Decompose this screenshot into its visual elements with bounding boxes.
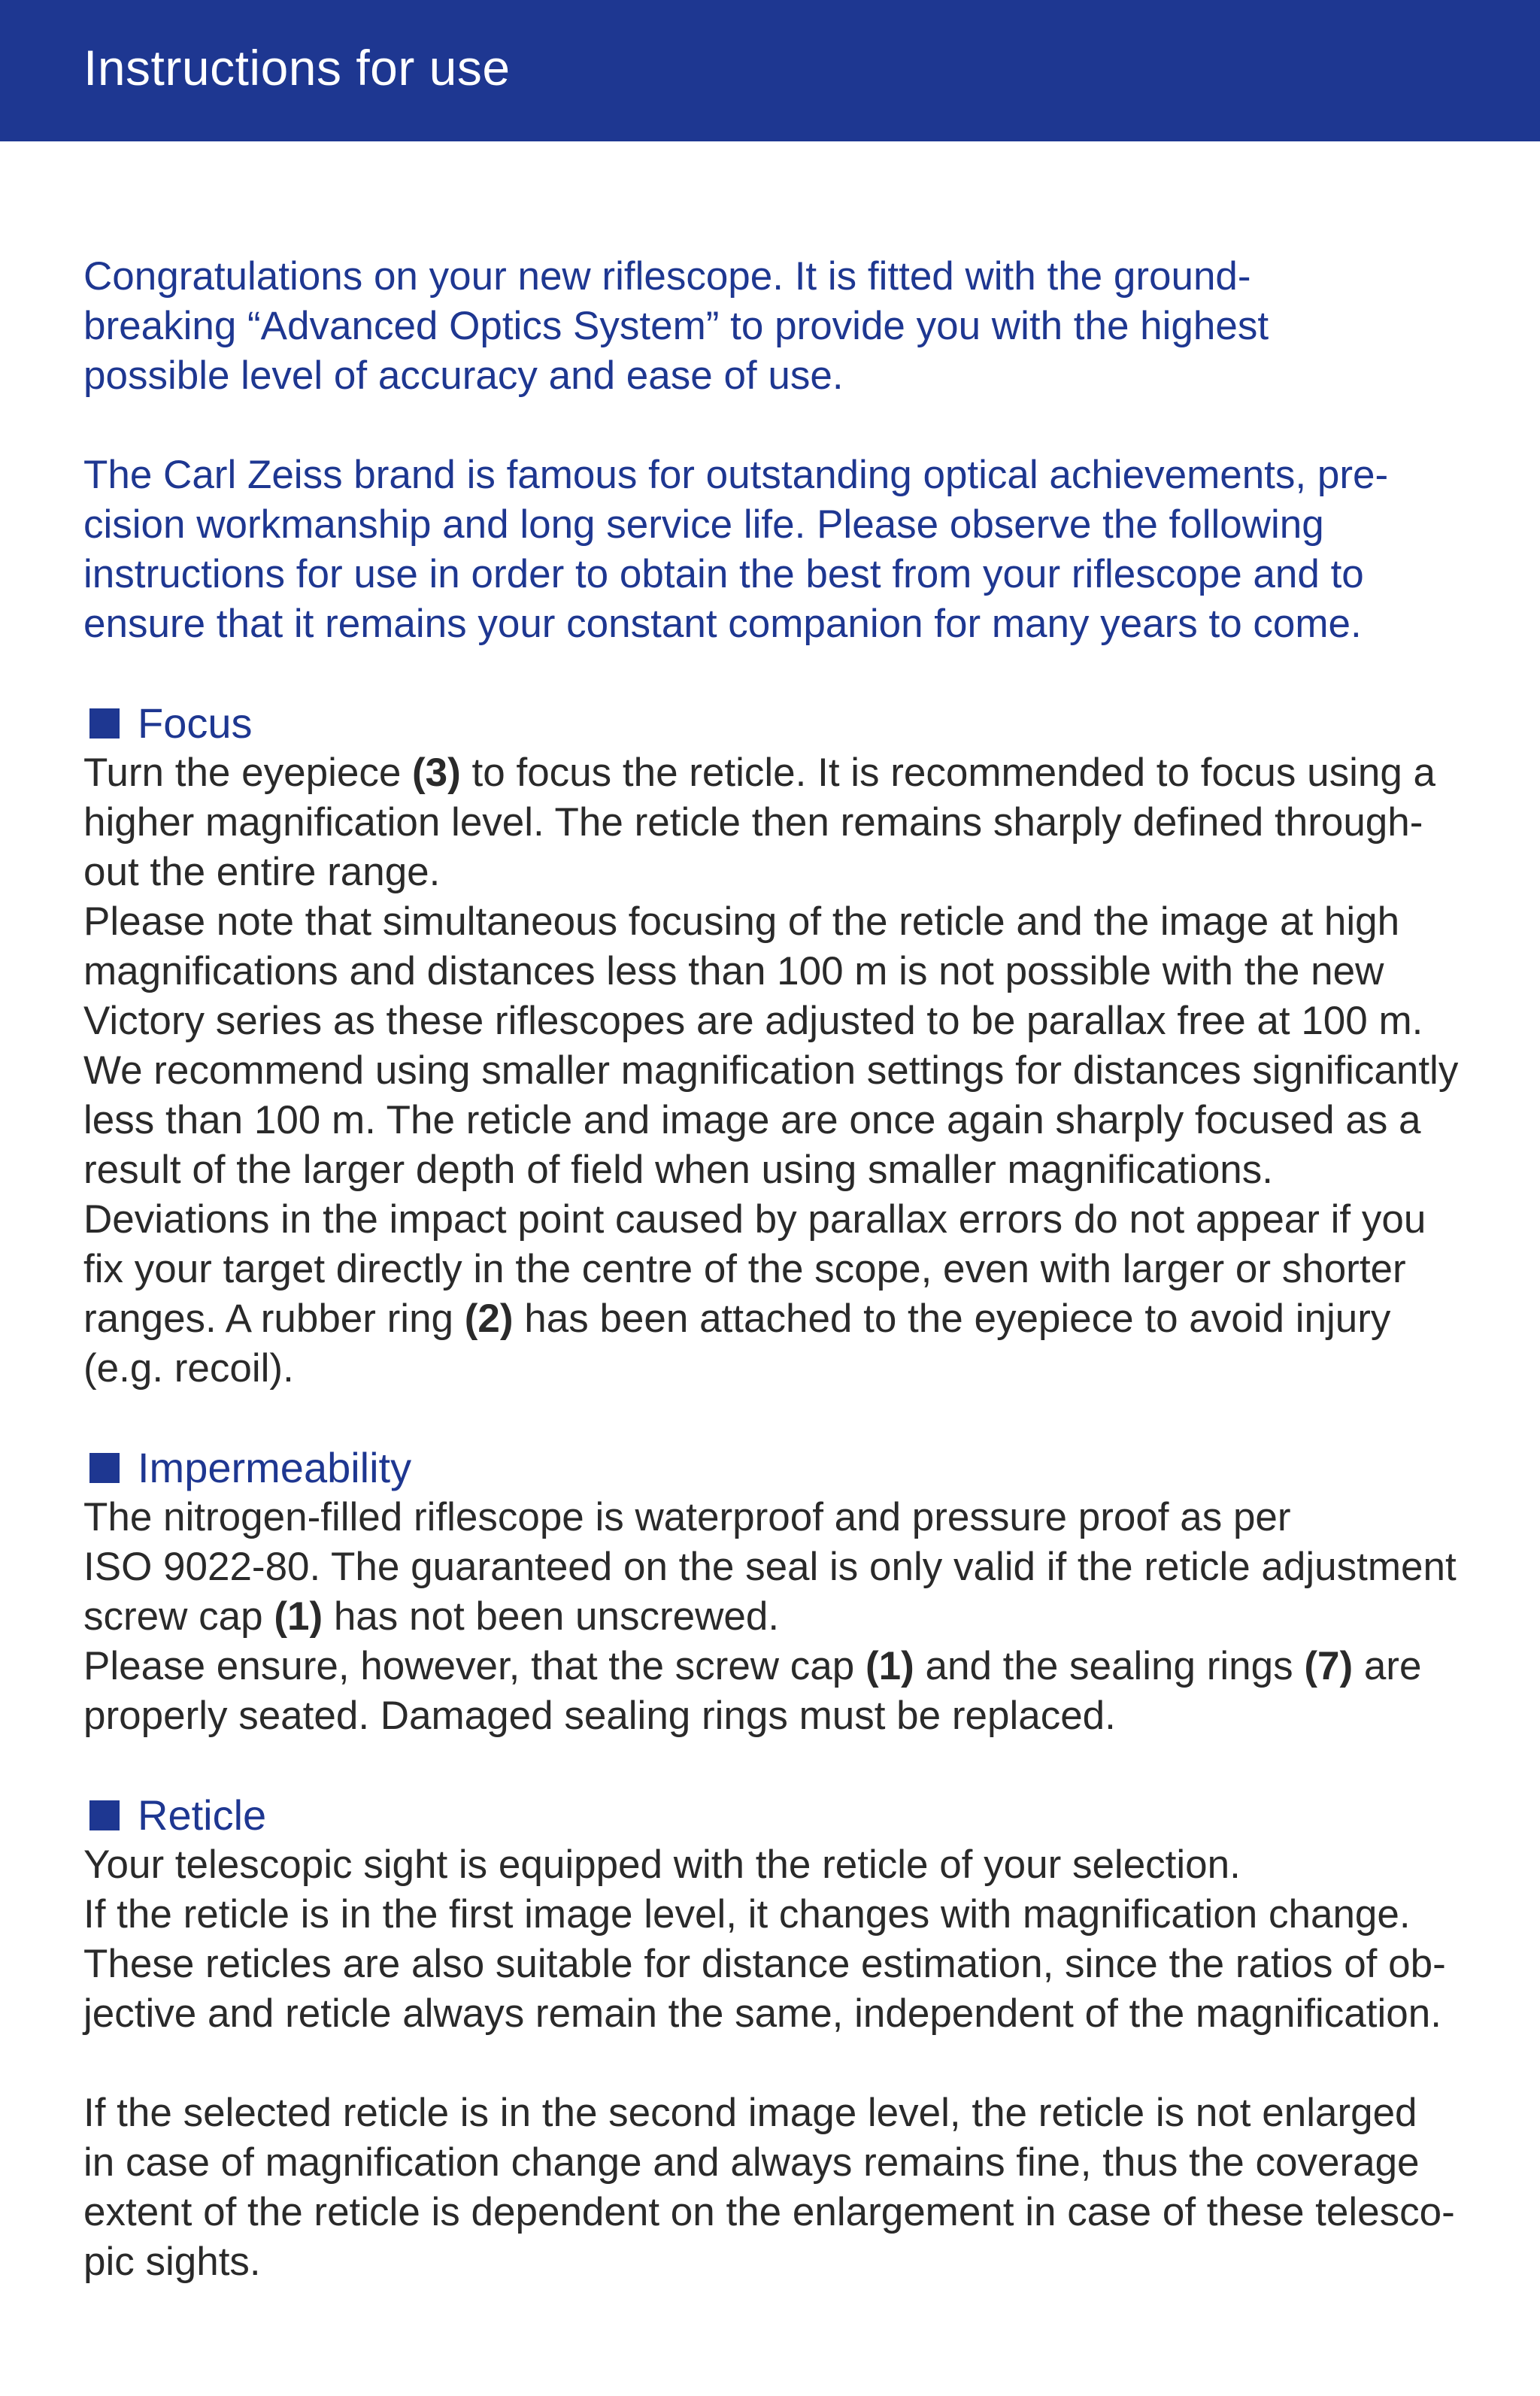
text-line: If the reticle is in the first image level, it changes with magnification change. [83,1892,1411,1937]
text-line: jective and reticle always remain the same, independent of the magnification. [83,1991,1441,2036]
impermeability-paragraph [83,1493,1467,1741]
intro-line: possible level of accuracy and ease of use. [83,353,844,398]
text-line: higher magnification level. The reticle then remains sharply defined through- [83,800,1423,845]
intro-paragraph-2 [83,450,1467,649]
text-line: less than 100 m. The reticle and image are once again sharply focused as a [83,1098,1421,1142]
section-heading-label: Reticle [138,1791,267,1839]
square-bullet-icon [89,1453,120,1483]
intro-line: Congratulations on your new riflescope. It is fitted with the ground- [83,254,1251,299]
reticle-heading [83,1791,1467,1840]
text-line [83,1294,1467,1344]
text-line [83,748,1467,798]
text-run: Please ensure, however, that the screw cap [83,1644,865,1688]
intro-line: breaking “Advanced Optics System” to provide you with the highest [83,304,1269,348]
part-reference: (7) [1304,1644,1354,1688]
text-line: out the entire range. [83,850,441,894]
reticle-paragraph-2 [83,2088,1467,2287]
text-line: (e.g. recoil). [83,1346,294,1391]
text-line [83,1642,1467,1691]
part-reference: (1) [865,1644,914,1688]
text-run: to focus the reticle. It is recommended to focus using a [460,751,1436,795]
intro-paragraph-1 [83,252,1467,401]
text-line: pic sights. [83,2240,261,2284]
text-run: ranges. A rubber ring [83,1297,465,1341]
page-title: Instructions for use [83,40,511,96]
focus-heading [83,699,1467,748]
text-line: The nitrogen-filled riflescope is waterproof and pressure proof as per [83,1495,1291,1539]
text-line [83,1592,1467,1642]
focus-section [83,699,1467,1394]
text-line: Your telescopic sight is equipped with the reticle of your selection. [83,1842,1241,1887]
text-line: These reticles are also suitable for distance estimation, since the ratios of ob- [83,1942,1446,1986]
text-run: Turn the eyepiece [83,751,413,795]
intro-line: ensure that it remains your constant companion for many years to come. [83,602,1362,646]
reticle-section [83,1791,1467,2287]
intro-line: cision workmanship and long service life. Please observe the following [83,502,1324,547]
text-run: has not been unscrewed. [323,1594,780,1639]
text-line: Victory series as these riflescopes are adjusted to be parallax free at 100 m. [83,999,1423,1043]
text-line: Please note that simultaneous focusing of the reticle and the image at high [83,899,1400,944]
intro-line: The Carl Zeiss brand is famous for outstanding optical achievements, pre- [83,453,1389,497]
text-run: and the sealing rings [914,1644,1305,1688]
text-line: fix your target directly in the centre of the scope, even with larger or shorter [83,1247,1406,1291]
section-heading-label: Focus [138,699,253,747]
part-reference: (3) [412,751,461,795]
text-line: We recommend using smaller magnification settings for distances significantly [83,1048,1459,1093]
text-line: in case of magnification change and always remains fine, thus the coverage [83,2140,1420,2185]
impermeability-section [83,1443,1467,1741]
document-body [83,252,1467,2287]
text-line: If the selected reticle is in the second image level, the reticle is not enlarged [83,2091,1417,2135]
text-line: magnifications and distances less than 100 m is not possible with the new [83,949,1384,993]
focus-paragraph [83,748,1467,1394]
paragraph-spacer [83,2039,1467,2088]
part-reference: (2) [464,1297,514,1341]
text-line: result of the larger depth of field when using smaller magnifications. [83,1148,1274,1192]
text-run: has been attached to the eyepiece to avoid injury [513,1297,1391,1341]
text-line: ISO 9022-80. The guaranteed on the seal is only valid if the reticle adjustment [83,1545,1457,1589]
square-bullet-icon [89,1800,120,1830]
text-run: are [1353,1644,1422,1688]
part-reference: (1) [274,1594,323,1639]
impermeability-heading [83,1443,1467,1493]
reticle-paragraph-1 [83,1840,1467,2039]
section-heading-label: Impermeability [138,1444,412,1491]
text-run: screw cap [83,1594,274,1639]
text-line: extent of the reticle is dependent on the enlargement in case of these telesco- [83,2190,1455,2234]
intro-line: instructions for use in order to obtain the best from your riflescope and to [83,552,1364,596]
text-line: Deviations in the impact point caused by parallax errors do not appear if you [83,1197,1426,1242]
text-line: properly seated. Damaged sealing rings must be replaced. [83,1694,1116,1738]
square-bullet-icon [89,708,120,739]
